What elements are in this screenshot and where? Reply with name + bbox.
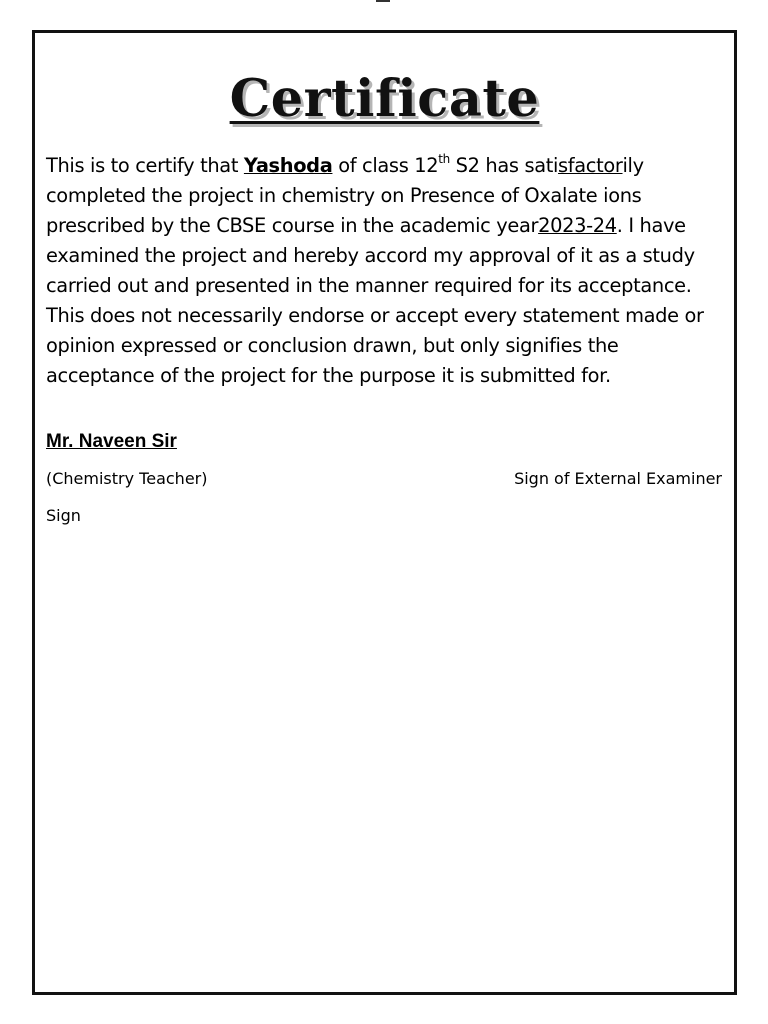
body-intro: This is to certify that	[46, 154, 244, 177]
body-class: of class 12	[332, 154, 439, 177]
student-name: Yashoda	[243, 154, 333, 177]
certificate-border	[32, 30, 737, 995]
certificate-body	[46, 151, 726, 391]
class-superscript: th	[438, 151, 450, 166]
body-class-after: S2 has sati	[449, 154, 559, 177]
certificate-title-text: Certificate	[229, 69, 540, 129]
sign-label: Sign	[46, 506, 81, 525]
body-closing: . I have examined the project and hereby accord my approval of it as a study carried out and presented in the manner required for its acceptance. This does not necessarily endorse or accept every statement made or opinion expressed or conclusion drawn, but only signifies the acceptance of the project for the purpose it is submitted for.	[46, 214, 704, 387]
underlined-fragment: sfactor	[558, 154, 623, 177]
academic-year: 2023-24	[538, 214, 617, 237]
external-examiner-sign-label: Sign of External Examiner	[514, 469, 722, 488]
teacher-name: Mr. Naveen Sir	[46, 431, 177, 452]
teacher-role: (Chemistry Teacher)	[46, 469, 208, 488]
body-project: ily completed the project in chemistry on Presence of Oxalate ions prescribed by the CBSE course in the academic year	[46, 154, 644, 237]
page-top-mark	[376, 0, 390, 2]
certificate-title	[35, 69, 734, 129]
